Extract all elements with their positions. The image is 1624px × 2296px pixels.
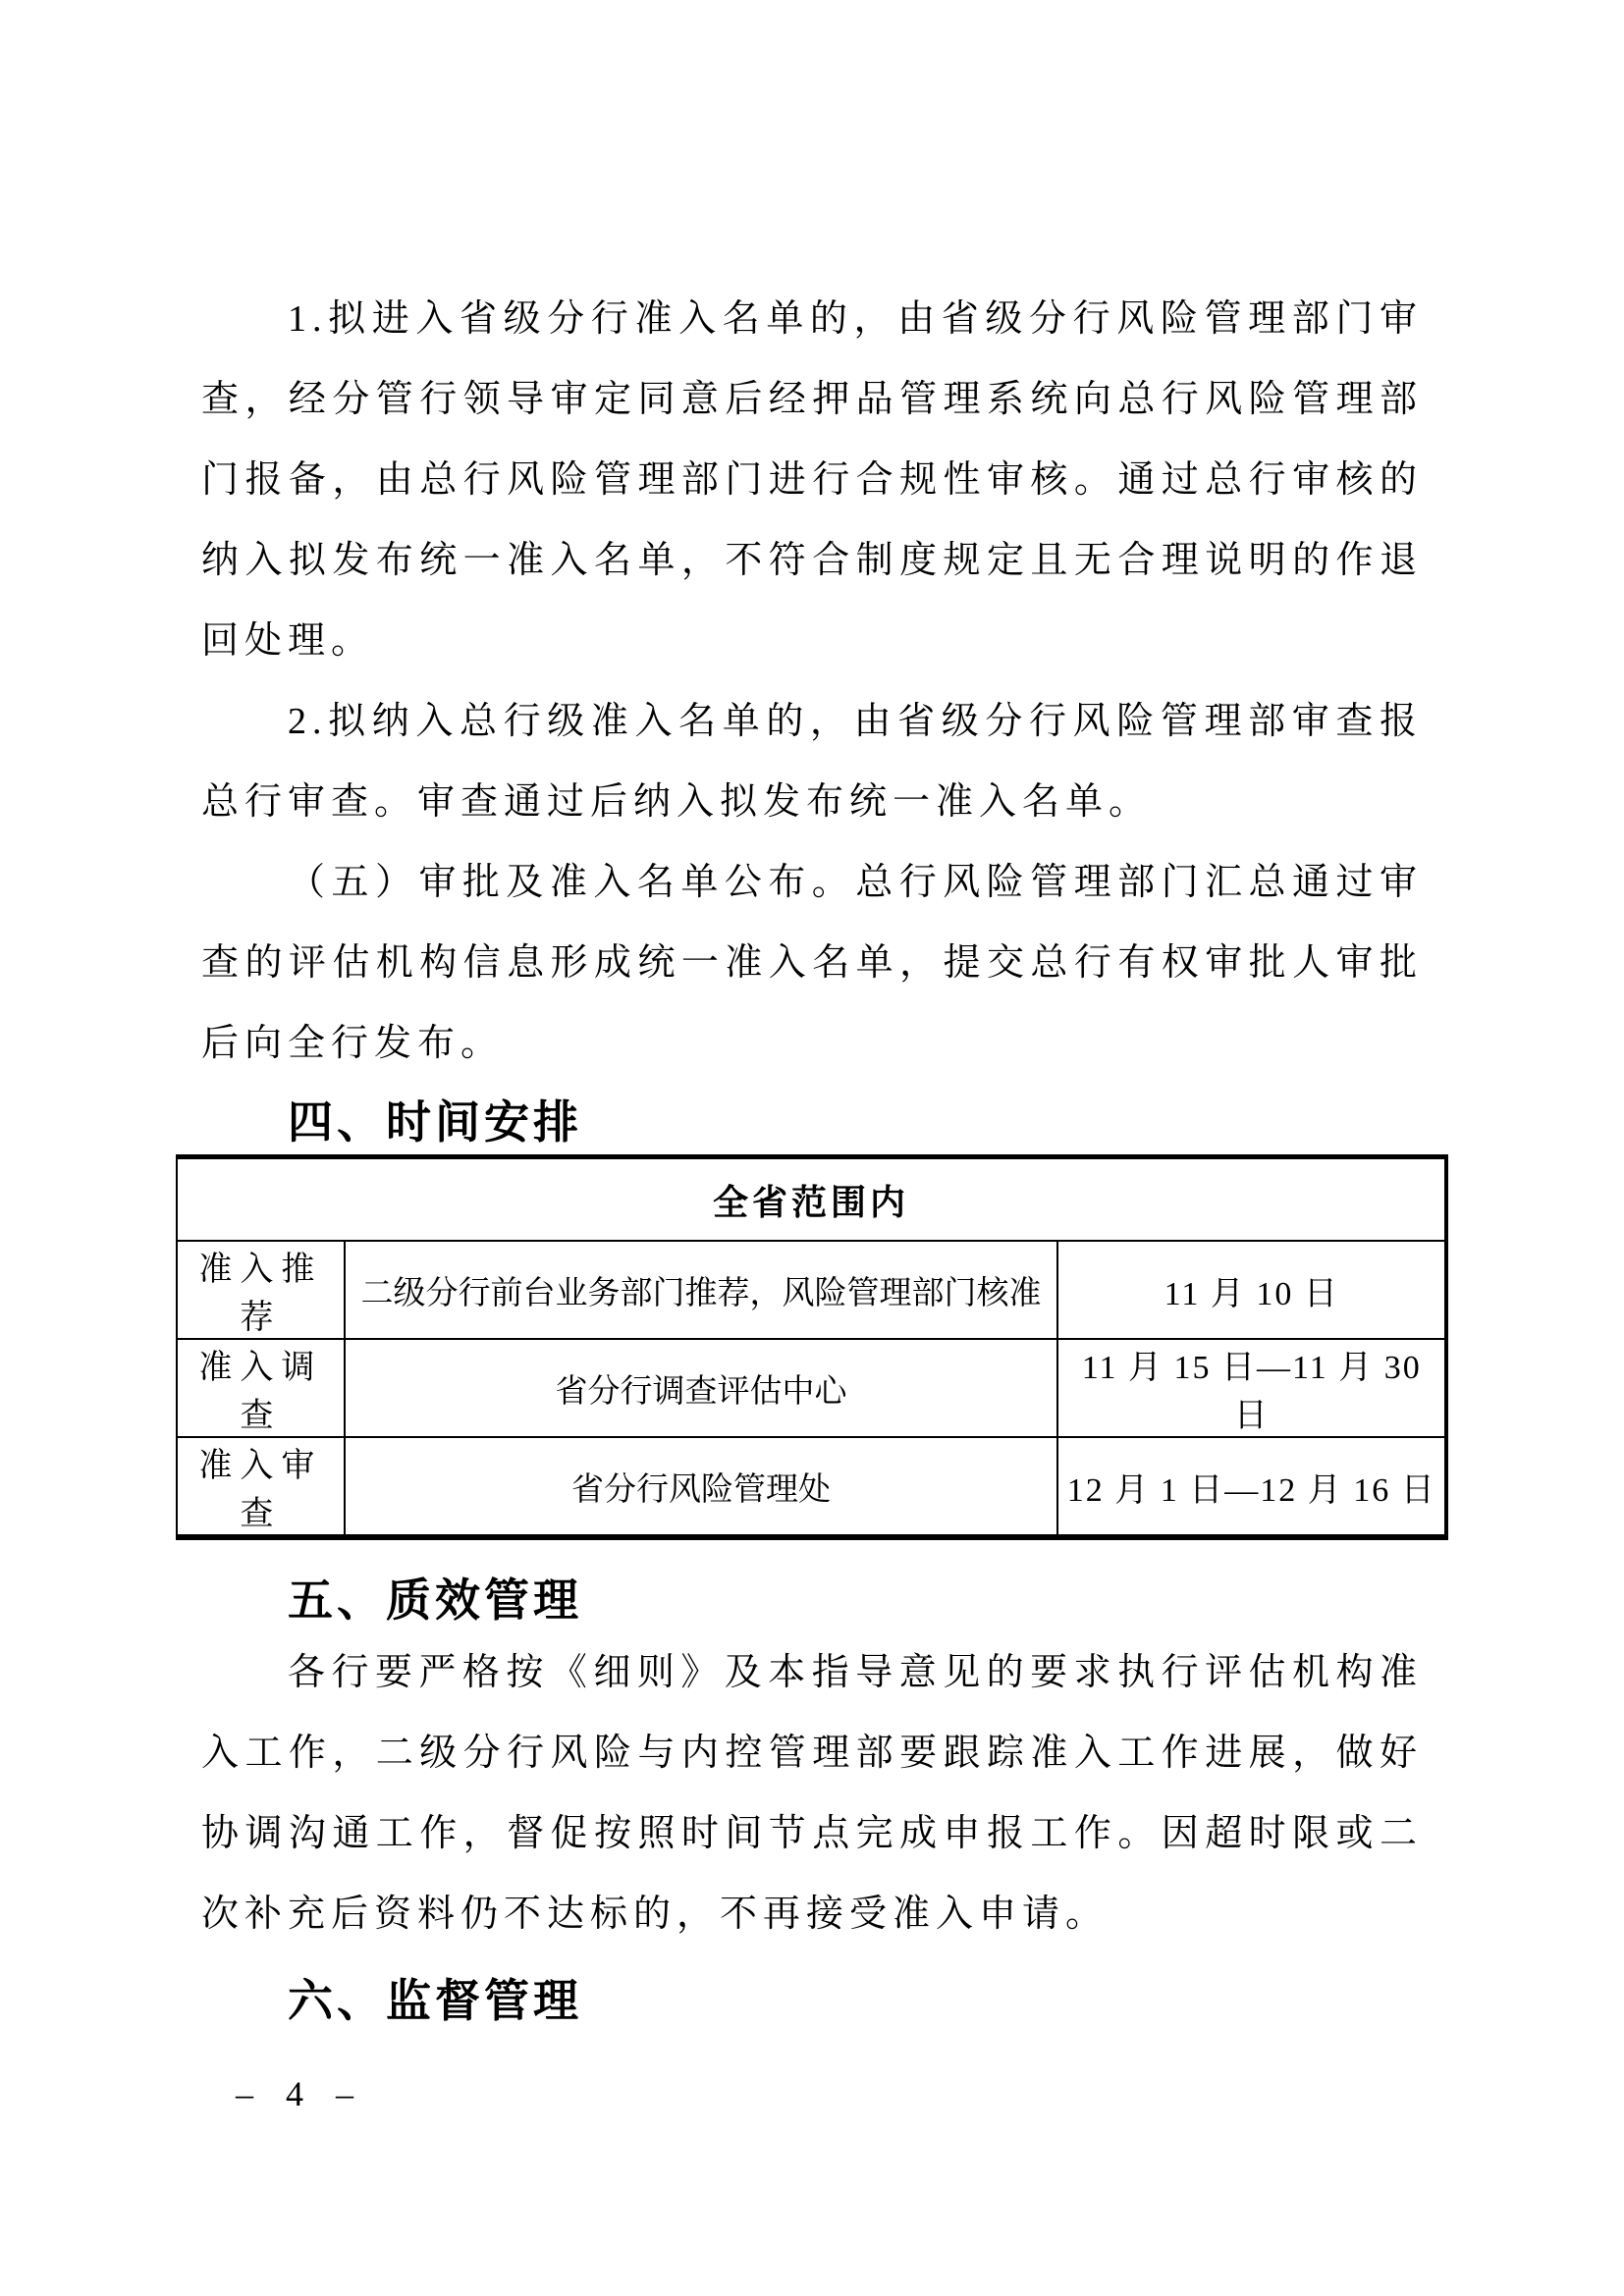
- page-number: – 4 –: [236, 2074, 365, 2113]
- owner-cell: 二级分行前台业务部门推荐，风险管理部门核准: [345, 1241, 1058, 1339]
- paragraph-item-5: （五）审批及准入名单公布。总行风险管理部门汇总通过审查的评估机构信息形成统一准入名单，提交总行有权审批人审批后向全行发布。: [201, 862, 1423, 1064]
- section-heading-5-quality-management: 五、质效管理: [288, 1575, 582, 1626]
- paragraph-quality-management: 各行要严格按《细则》及本指导意见的要求执行评估机构准入工作，二级分行风险与内控管理部要跟踪准入工作进展，做好协调沟通工作，督促按照时间节点完成申报工作。因超时限或二次补充后资料仍不达标的，不再接受准入申请。: [201, 1652, 1423, 1935]
- table-row-recommendation: [177, 1241, 1446, 1339]
- stage-cell: 准入推荐: [177, 1241, 345, 1339]
- time-cell: 12 月 1 日—12 月 16 日: [1057, 1437, 1446, 1537]
- paragraph-item-2: 2.拟纳入总行级准入名单的，由省级分行风险管理部审查报总行审查。审查通过后纳入拟发布统一准入名单。: [201, 701, 1423, 823]
- stage-cell: 准入审查: [177, 1437, 345, 1537]
- time-cell: 11 月 10 日: [1057, 1241, 1446, 1339]
- table-scope-header: 全省范围内: [177, 1157, 1446, 1242]
- document-content: [198, 0, 1436, 2033]
- owner-cell: 省分行调查评估中心: [345, 1339, 1058, 1437]
- section-heading-4-time-schedule: 四、时间安排: [288, 1096, 582, 1148]
- table-scope-header-row: [177, 1157, 1446, 1242]
- table-row-investigation: [177, 1339, 1446, 1437]
- stage-cell: 准入调查: [177, 1339, 345, 1437]
- section-heading-6-supervision-management: 六、监督管理: [288, 1975, 582, 2026]
- paragraph-item-1: 1.拟进入省级分行准入名单的，由省级分行风险管理部门审查，经分管行领导审定同意后经押品管理系统向总行风险管理部门报备，由总行风险管理部门进行合规性审核。通过总行审核的纳入拟发布统一准入名单，不符合制度规定且无合理说明的作退回处理。: [201, 298, 1423, 662]
- owner-cell: 省分行风险管理处: [345, 1437, 1058, 1537]
- table-row-review: [177, 1437, 1446, 1537]
- schedule-table: [176, 1154, 1448, 1540]
- time-cell: 11 月 15 日—11 月 30 日: [1057, 1339, 1446, 1437]
